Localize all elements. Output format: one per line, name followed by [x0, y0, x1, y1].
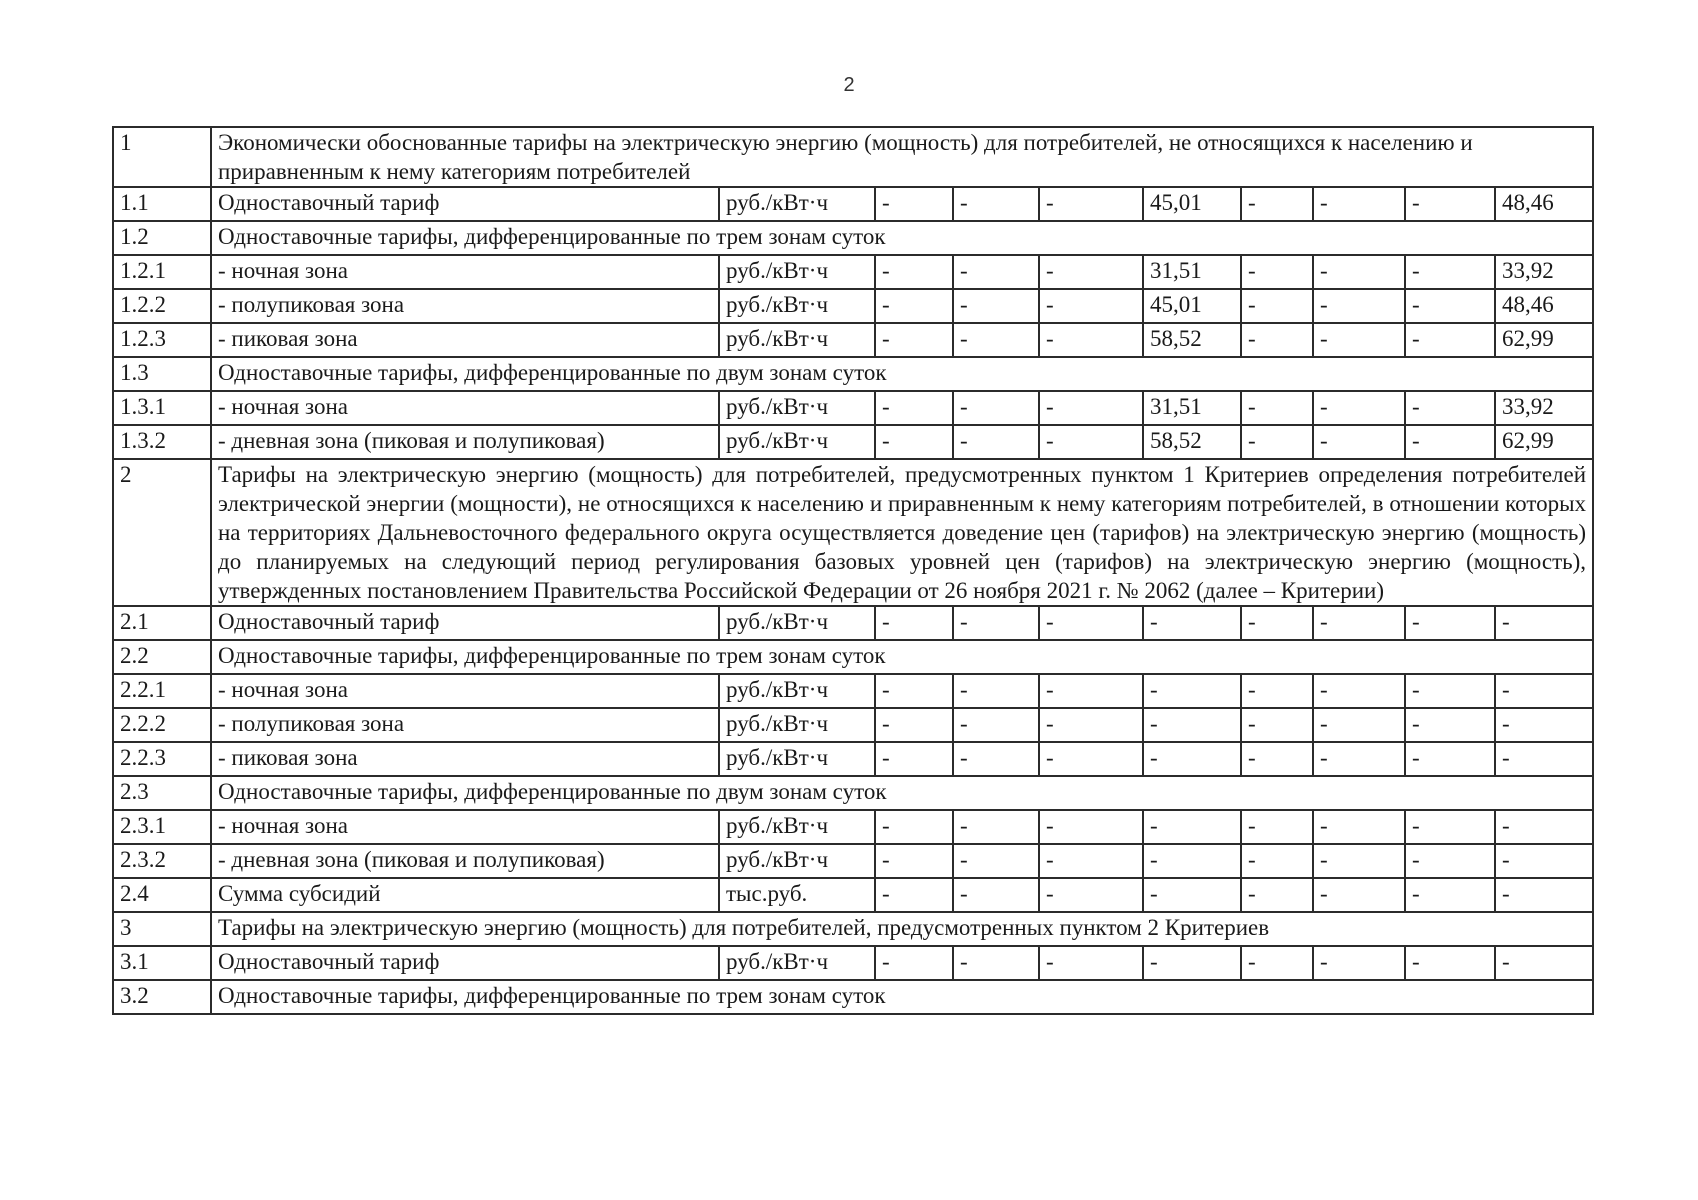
- value-cell: -: [1143, 878, 1241, 912]
- section-row: [113, 640, 1593, 674]
- unit-cell: руб./кВт·ч: [719, 323, 875, 357]
- value-cell: 62,99: [1495, 323, 1593, 357]
- value-cell: -: [1039, 810, 1143, 844]
- section-title: Одноставочные тарифы, дифференцированные по двум зонам суток: [211, 776, 1593, 810]
- value-cell: 58,52: [1143, 425, 1241, 459]
- value-cell: -: [875, 289, 953, 323]
- value-cell: -: [953, 674, 1039, 708]
- unit-cell: руб./кВт·ч: [719, 606, 875, 640]
- value-cell: -: [1241, 674, 1313, 708]
- tariff-name: - дневная зона (пиковая и полупиковая): [211, 844, 719, 878]
- section-row: [113, 459, 1593, 606]
- value-cell: -: [1039, 946, 1143, 980]
- value-cell: -: [1143, 742, 1241, 776]
- value-cell: -: [1241, 878, 1313, 912]
- value-cell: -: [1495, 810, 1593, 844]
- value-cell: -: [953, 323, 1039, 357]
- value-cell: -: [1313, 708, 1405, 742]
- value-cell: -: [1241, 810, 1313, 844]
- value-cell: -: [875, 844, 953, 878]
- value-cell: -: [1405, 606, 1495, 640]
- table-row: [113, 323, 1593, 357]
- value-cell: -: [1143, 674, 1241, 708]
- row-number: 2.1: [113, 606, 211, 640]
- value-cell: -: [953, 425, 1039, 459]
- tariff-table-body: [113, 127, 1593, 1014]
- unit-cell: руб./кВт·ч: [719, 674, 875, 708]
- row-number: 1.2.3: [113, 323, 211, 357]
- value-cell: -: [953, 742, 1039, 776]
- table-row: [113, 187, 1593, 221]
- section-title: Экономически обоснованные тарифы на электрическую энергию (мощность) для потребителей, не относящихся к населению и приравненным к нему категориям потребителей: [211, 127, 1593, 187]
- value-cell: -: [1313, 742, 1405, 776]
- row-number: 1.3.1: [113, 391, 211, 425]
- value-cell: -: [875, 742, 953, 776]
- page-number: 2: [843, 74, 855, 96]
- section-title: Одноставочные тарифы, дифференцированные по двум зонам суток: [211, 357, 1593, 391]
- value-cell: 33,92: [1495, 391, 1593, 425]
- unit-cell: руб./кВт·ч: [719, 946, 875, 980]
- row-number: 2.3: [113, 776, 211, 810]
- table-row: [113, 844, 1593, 878]
- value-cell: -: [1405, 187, 1495, 221]
- tariff-name: - ночная зона: [211, 255, 719, 289]
- value-cell: -: [953, 810, 1039, 844]
- row-number: 2.2.3: [113, 742, 211, 776]
- value-cell: -: [1313, 289, 1405, 323]
- value-cell: -: [1039, 878, 1143, 912]
- value-cell: -: [1241, 742, 1313, 776]
- value-cell: -: [875, 674, 953, 708]
- value-cell: -: [1405, 255, 1495, 289]
- value-cell: -: [1241, 425, 1313, 459]
- value-cell: -: [1039, 606, 1143, 640]
- value-cell: -: [1405, 289, 1495, 323]
- value-cell: 31,51: [1143, 255, 1241, 289]
- section-row: [113, 357, 1593, 391]
- unit-cell: тыс.руб.: [719, 878, 875, 912]
- value-cell: 58,52: [1143, 323, 1241, 357]
- value-cell: -: [875, 391, 953, 425]
- section-title: Тарифы на электрическую энергию (мощность) для потребителей, предусмотренных пунктом 2 Критериев: [211, 912, 1593, 946]
- value-cell: -: [1313, 187, 1405, 221]
- table-row: [113, 606, 1593, 640]
- value-cell: -: [1495, 878, 1593, 912]
- value-cell: -: [1405, 742, 1495, 776]
- value-cell: -: [1313, 674, 1405, 708]
- value-cell: -: [1241, 391, 1313, 425]
- value-cell: -: [1241, 323, 1313, 357]
- value-cell: -: [1143, 844, 1241, 878]
- table-row: [113, 425, 1593, 459]
- value-cell: -: [1405, 391, 1495, 425]
- value-cell: -: [1495, 946, 1593, 980]
- row-number: 1: [113, 127, 211, 187]
- table-row: [113, 742, 1593, 776]
- section-title: Одноставочные тарифы, дифференцированные по трем зонам суток: [211, 980, 1593, 1014]
- unit-cell: руб./кВт·ч: [719, 810, 875, 844]
- value-cell: -: [1405, 946, 1495, 980]
- value-cell: -: [1143, 606, 1241, 640]
- row-number: 2.4: [113, 878, 211, 912]
- row-number: 1.3: [113, 357, 211, 391]
- row-number: 1.2: [113, 221, 211, 255]
- value-cell: -: [953, 844, 1039, 878]
- row-number: 2.3.2: [113, 844, 211, 878]
- tariff-name: - ночная зона: [211, 391, 719, 425]
- value-cell: -: [1495, 742, 1593, 776]
- section-row: [113, 127, 1593, 187]
- value-cell: -: [1039, 674, 1143, 708]
- value-cell: -: [1405, 708, 1495, 742]
- value-cell: -: [953, 255, 1039, 289]
- value-cell: -: [1313, 878, 1405, 912]
- section-title: Одноставочные тарифы, дифференцированные по трем зонам суток: [211, 640, 1593, 674]
- value-cell: -: [1241, 606, 1313, 640]
- value-cell: -: [875, 946, 953, 980]
- value-cell: -: [1039, 391, 1143, 425]
- table-row: [113, 289, 1593, 323]
- row-number: 1.2.2: [113, 289, 211, 323]
- value-cell: -: [1495, 606, 1593, 640]
- table-row: [113, 708, 1593, 742]
- table-row: [113, 391, 1593, 425]
- tariff-name: - пиковая зона: [211, 323, 719, 357]
- row-number: 2: [113, 459, 211, 606]
- section-title: Тарифы на электрическую энергию (мощность) для потребителей, предусмотренных пунктом 1 Критериев определения потребителей электрической энергии (мощности), не относящихся к населению и приравненным к нему категориям потребителей, в отношении которых на территориях Дальневосточного федерального округа осуществляется доведение цен (тарифов) на электрическую энергию (мощность) до планируемых на следующий период регулирования базовых уровней цен (тарифов) на электрическую энергию (мощность), утвержденных постановлением Правительства Российской Федерации от 26 ноября 2021 г. № 2062 (далее – Критерии): [211, 459, 1593, 606]
- unit-cell: руб./кВт·ч: [719, 742, 875, 776]
- tariff-name: - полупиковая зона: [211, 289, 719, 323]
- value-cell: 31,51: [1143, 391, 1241, 425]
- row-number: 1.3.2: [113, 425, 211, 459]
- value-cell: -: [1039, 742, 1143, 776]
- row-number: 3.2: [113, 980, 211, 1014]
- value-cell: -: [1405, 844, 1495, 878]
- table-row: [113, 946, 1593, 980]
- value-cell: -: [1039, 425, 1143, 459]
- unit-cell: руб./кВт·ч: [719, 391, 875, 425]
- value-cell: -: [875, 708, 953, 742]
- value-cell: -: [1313, 323, 1405, 357]
- value-cell: -: [875, 187, 953, 221]
- tariff-name: Одноставочный тариф: [211, 187, 719, 221]
- value-cell: 48,46: [1495, 187, 1593, 221]
- tariff-name: - ночная зона: [211, 674, 719, 708]
- table-row: [113, 810, 1593, 844]
- value-cell: -: [1039, 187, 1143, 221]
- row-number: 2.2: [113, 640, 211, 674]
- unit-cell: руб./кВт·ч: [719, 708, 875, 742]
- unit-cell: руб./кВт·ч: [719, 425, 875, 459]
- section-title: Одноставочные тарифы, дифференцированные по трем зонам суток: [211, 221, 1593, 255]
- value-cell: 45,01: [1143, 187, 1241, 221]
- value-cell: -: [953, 187, 1039, 221]
- value-cell: -: [1241, 255, 1313, 289]
- tariff-name: Сумма субсидий: [211, 878, 719, 912]
- row-number: 2.3.1: [113, 810, 211, 844]
- value-cell: -: [1313, 391, 1405, 425]
- value-cell: -: [1495, 844, 1593, 878]
- value-cell: -: [875, 323, 953, 357]
- value-cell: -: [1241, 289, 1313, 323]
- unit-cell: руб./кВт·ч: [719, 289, 875, 323]
- value-cell: -: [1313, 844, 1405, 878]
- value-cell: -: [1039, 708, 1143, 742]
- value-cell: -: [1495, 674, 1593, 708]
- table-row: [113, 674, 1593, 708]
- tariff-name: - дневная зона (пиковая и полупиковая): [211, 425, 719, 459]
- value-cell: -: [1143, 946, 1241, 980]
- section-row: [113, 221, 1593, 255]
- value-cell: -: [953, 606, 1039, 640]
- value-cell: 48,46: [1495, 289, 1593, 323]
- value-cell: -: [875, 810, 953, 844]
- value-cell: -: [1313, 606, 1405, 640]
- value-cell: -: [1313, 425, 1405, 459]
- value-cell: -: [953, 946, 1039, 980]
- tariff-name: Одноставочный тариф: [211, 946, 719, 980]
- value-cell: -: [1313, 810, 1405, 844]
- value-cell: -: [1405, 323, 1495, 357]
- value-cell: -: [1405, 810, 1495, 844]
- row-number: 1.2.1: [113, 255, 211, 289]
- section-row: [113, 776, 1593, 810]
- section-row: [113, 980, 1593, 1014]
- table-row: [113, 255, 1593, 289]
- value-cell: -: [1039, 323, 1143, 357]
- value-cell: -: [1241, 946, 1313, 980]
- row-number: 1.1: [113, 187, 211, 221]
- value-cell: -: [1405, 878, 1495, 912]
- section-row: [113, 912, 1593, 946]
- value-cell: -: [1405, 674, 1495, 708]
- value-cell: -: [1039, 289, 1143, 323]
- value-cell: -: [1313, 946, 1405, 980]
- value-cell: 33,92: [1495, 255, 1593, 289]
- tariff-name: - ночная зона: [211, 810, 719, 844]
- value-cell: -: [1313, 255, 1405, 289]
- row-number: 3: [113, 912, 211, 946]
- tariff-name: Одноставочный тариф: [211, 606, 719, 640]
- value-cell: -: [875, 255, 953, 289]
- unit-cell: руб./кВт·ч: [719, 844, 875, 878]
- value-cell: 62,99: [1495, 425, 1593, 459]
- unit-cell: руб./кВт·ч: [719, 187, 875, 221]
- value-cell: -: [1143, 708, 1241, 742]
- value-cell: 45,01: [1143, 289, 1241, 323]
- value-cell: -: [1241, 708, 1313, 742]
- value-cell: -: [1039, 255, 1143, 289]
- value-cell: -: [1241, 844, 1313, 878]
- tariff-table: [112, 126, 1594, 1015]
- table-row: [113, 878, 1593, 912]
- tariff-name: - пиковая зона: [211, 742, 719, 776]
- value-cell: -: [1143, 810, 1241, 844]
- row-number: 2.2.1: [113, 674, 211, 708]
- value-cell: -: [1039, 844, 1143, 878]
- row-number: 2.2.2: [113, 708, 211, 742]
- value-cell: -: [953, 708, 1039, 742]
- unit-cell: руб./кВт·ч: [719, 255, 875, 289]
- value-cell: -: [875, 425, 953, 459]
- value-cell: -: [875, 606, 953, 640]
- value-cell: -: [1241, 187, 1313, 221]
- value-cell: -: [1405, 425, 1495, 459]
- tariff-name: - полупиковая зона: [211, 708, 719, 742]
- value-cell: -: [875, 878, 953, 912]
- value-cell: -: [953, 289, 1039, 323]
- value-cell: -: [1495, 708, 1593, 742]
- row-number: 3.1: [113, 946, 211, 980]
- value-cell: -: [953, 878, 1039, 912]
- value-cell: -: [953, 391, 1039, 425]
